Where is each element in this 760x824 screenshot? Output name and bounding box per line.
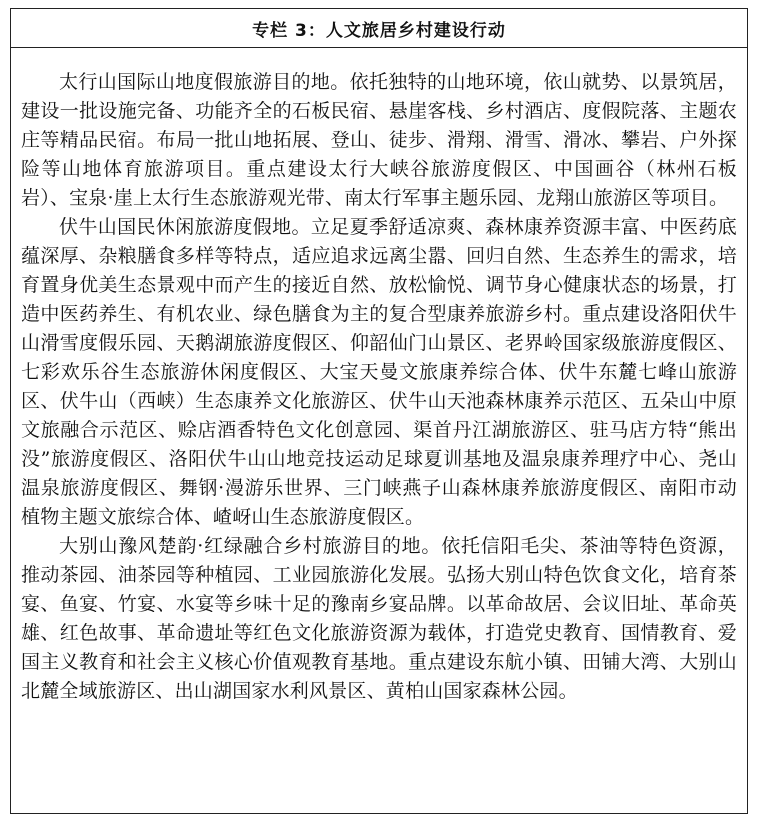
paragraph-taihang: 太行山国际山地度假旅游目的地。依托独特的山地环境，依山就势、以景筑居，建设一批设施完备、功能齐全的石板民宿、悬崖客栈、乡村酒店、度假院落、主题农庄等精品民宿。布局一批山地拓展、登山、徒步、滑翔、滑雪、滑冰、攀岩、户外探险等山地体育旅游项目。重点建设太行大峡谷旅游度假区、中国画谷（林州石板岩）、宝泉·崖上太行生态旅游观光带、南太行军事主题乐园、龙翔山旅游区等项目。 [21, 71, 737, 209]
feature-box-header [11, 9, 747, 48]
feature-box-title: 专栏 3：人文旅居乡村建设行动 [252, 20, 506, 41]
paragraph-dabie: 大别山豫风楚韵·红绿融合乡村旅游目的地。依托信阳毛尖、茶油等特色资源，推动茶园、油茶园等种植园、工业园旅游化发展。弘扬大别山特色饮食文化，培育茶宴、鱼宴、竹宴、水宴等乡味十足的豫南乡宴品牌。以革命故居、会议旧址、革命英雄、红色故事、革命遗址等红色文化旅游资源为载体，打造党史教育、国情教育、爱国主义教育和社会主义核心价值观教育基地。重点建设东航小镇、田铺大湾、大别山北麓全域旅游区、出山湖国家水利风景区、黄柏山国家森林公园。 [21, 535, 737, 702]
feature-box [10, 8, 748, 814]
feature-box-body [11, 48, 747, 706]
paragraph-funiu: 伏牛山国民休闲旅游度假地。立足夏季舒适凉爽、森林康养资源丰富、中医药底蕴深厚、杂粮膳食多样等特点，适应追求远离尘嚣、回归自然、生态养生的需求，培育置身优美生态景观中而产生的接近自然、放松愉悦、调节身心健康状态的场景，打造中医药养生、有机农业、绿色膳食为主的复合型康养旅游乡村。重点建设洛阳伏牛山滑雪度假乐园、天鹅湖旅游度假区、仰韶仙门山景区、老界岭国家级旅游度假区、七彩欢乐谷生态旅游休闲度假区、大宝天曼文旅康养综合体、伏牛东麓七峰山旅游区、伏牛山（西峡）生态康养文化旅游区、伏牛山天池森林康养示范区、五朵山中原文旅融合示范区、赊店酒香特色文化创意园、渠首丹江湖旅游区、驻马店方特“熊出没”旅游度假区、洛阳伏牛山山地竞技运动足球夏训基地及温泉康养理疗中心、尧山温泉旅游度假区、舞钢·漫游乐世界、三门峡燕子山森林康养旅游度假区、南阳市动植物主题文旅综合体、嵖岈山生态旅游度假区。 [21, 216, 737, 528]
